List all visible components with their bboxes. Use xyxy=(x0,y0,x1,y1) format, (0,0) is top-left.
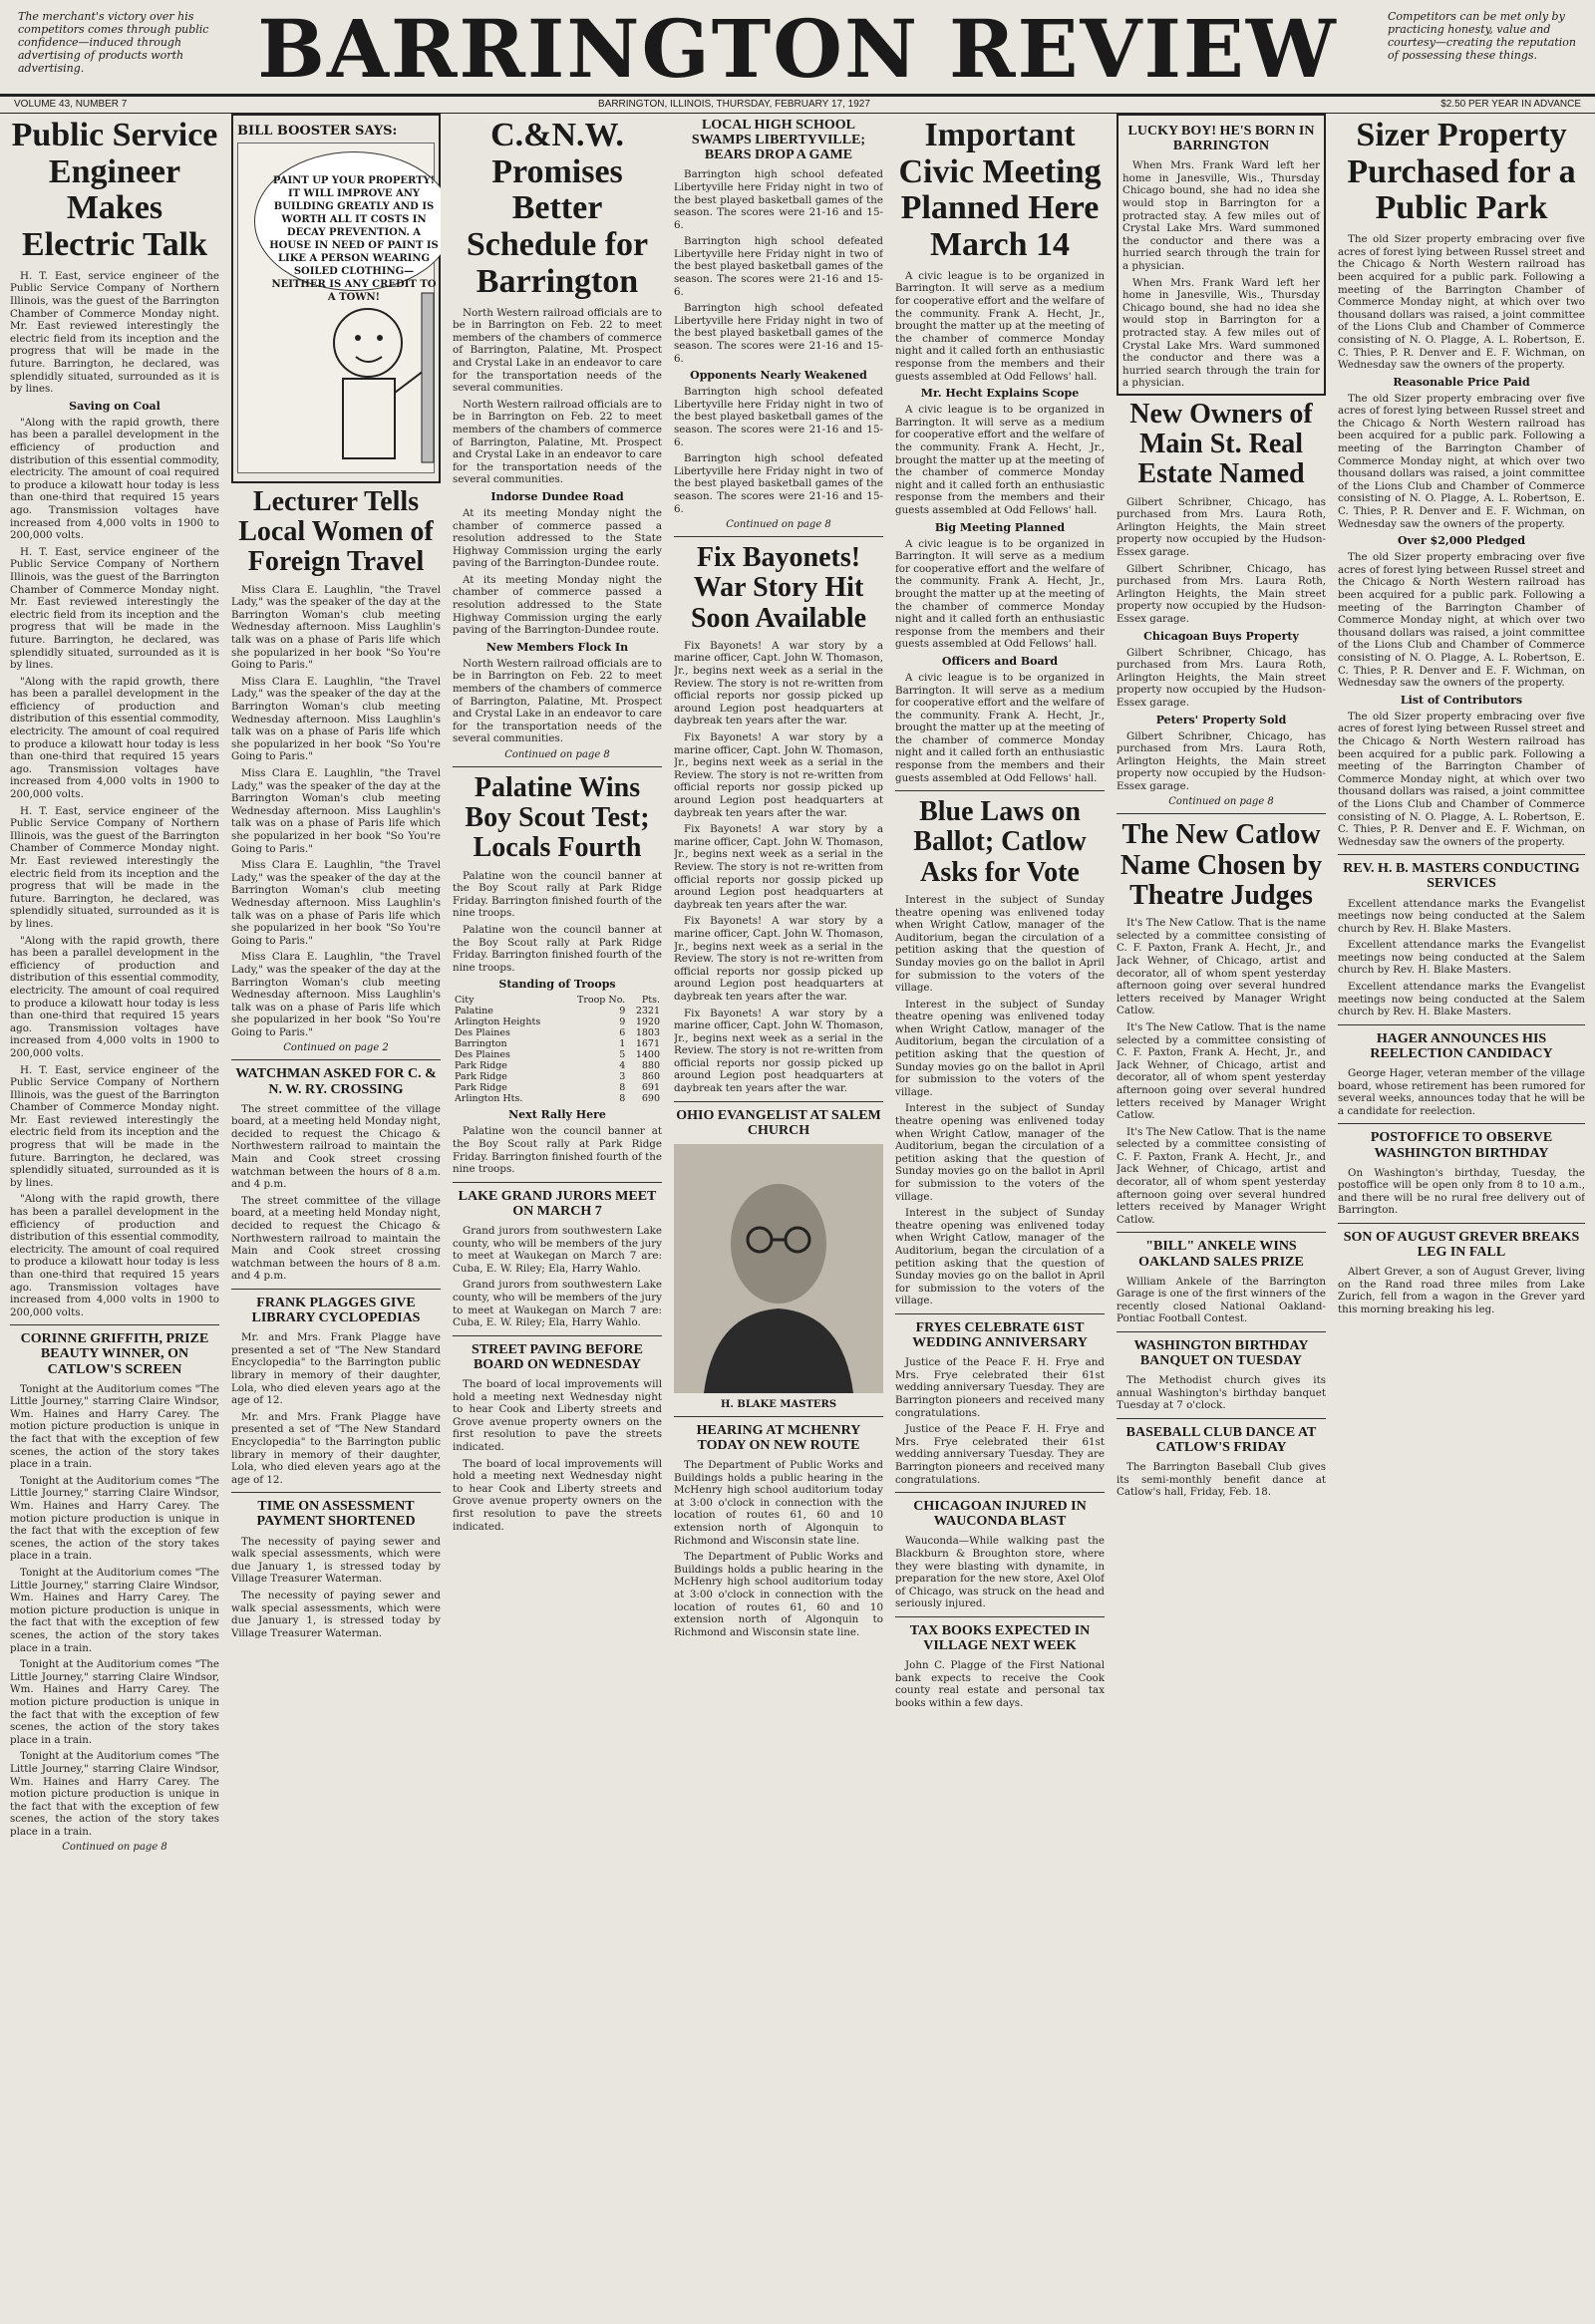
article-body: When Mrs. Frank Ward left her home in Janesville, Wis., Thursday Chicago bound, she had no idea she would stop in Barrington for a protracted stay. A few miles out of Crystal Lake Mrs. Ward summoned the conductor and there was a hurried search through the train for a physician. xyxy=(1122,159,1320,272)
article-body: Gilbert Schribner, Chicago, has purchased from Mrs. Laura Roth, Arlington Heights, the Main street property now occupied by the Hudson-Essex garage. xyxy=(1116,729,1326,792)
subhead: Opponents Nearly Weakened xyxy=(690,369,867,383)
article-body: The street committee of the village board, at a meeting held Monday night, decided to request the Chicago & Northwestern railroad to maintain the Main and Cook street crossing watchman between the hours of 8 a.m. and 4 p.m. xyxy=(231,1194,441,1283)
article-body: The board of local improvements will hold a meeting next Wednesday night to hear Cook and Liberty streets and Grove avenue property owners on the first resolution to pave the streets indicated. xyxy=(453,1378,662,1453)
table-header: City xyxy=(455,995,475,1007)
headline-cnw: C.&N.W. Promises Better Schedule for Barrington xyxy=(466,117,649,300)
subscription-price: $2.50 PER YEAR IN ADVANCE xyxy=(1440,99,1581,110)
dateline-bar xyxy=(0,94,1595,114)
article-body: The Department of Public Works and Buildings holds a public hearing in the McHenry high school auditorium today at 3:00 o'clock in connection with the location of routes 61, 60 and 10 extension north of Algonquin to Richmond and Wisconsin state line. xyxy=(674,1551,883,1638)
article-body: Justice of the Peace F. H. Frye and Mrs. Frye celebrated their 61st wedding anniversary Tuesday. They are Barrington pioneers and received many congratulations. xyxy=(895,1423,1105,1486)
bill-booster-box xyxy=(231,114,441,483)
table-cell: 6 xyxy=(619,1027,626,1039)
headline-birthday-banquet: WASHINGTON BIRTHDAY BANQUET ON TUESDAY xyxy=(1133,1338,1309,1369)
subhead: Indorse Dundee Road xyxy=(490,489,624,503)
headline-assessment: TIME ON ASSESSMENT PAYMENT SHORTENED xyxy=(256,1499,416,1530)
article-body: Gilbert Schribner, Chicago, has purchased from Mrs. Laura Roth, Arlington Heights, the Main street property now occupied by the Hudson-Essex garage. xyxy=(1116,495,1326,558)
article-body: Justice of the Peace F. H. Frye and Mrs. Frye celebrated their 61st wedding anniversary Tuesday. They are Barrington pioneers and received many congratulations. xyxy=(895,1356,1105,1419)
table-cell: 1803 xyxy=(635,1027,660,1039)
article-body: Fix Bayonets! A war story by a marine officer, Capt. John W. Thomason, Jr., begins next week as a serial in the Review. The story is not re-written from official reports nor gossip picked up around Legion post headquarters at daybreak ten years after the war. xyxy=(674,639,883,727)
table-cell: 860 xyxy=(641,1071,660,1083)
photo-caption: H. BLAKE MASTERS xyxy=(720,1398,837,1410)
standings-table xyxy=(453,995,662,1104)
continued-note: Continued on page 2 xyxy=(283,1042,389,1054)
article-body: On Washington's birthday, Tuesday, the postoffice will be open only from 8 to 10 a.m., and there will be no rural free delivery out of Barrington. xyxy=(1338,1166,1585,1217)
table-cell: 1671 xyxy=(635,1038,660,1050)
article-body: Tonight at the Auditorium comes "The Little Journey," starring Claire Windsor, Wm. Haines and Harry Carey. The motion picture production is unique in the fact that with the exception of few scenes, the action of the story takes place in a train. xyxy=(10,1474,219,1563)
headline-fix-bayonets: Fix Bayonets! War Story Hit Soon Available xyxy=(690,542,867,634)
article-body: Grand jurors from southwestern Lake county, who will be members of the jury to meet at Waukegan on March 7 are: Cuba, E. W. Riley; Ela, Harry Wahlo. xyxy=(453,1225,662,1275)
article-body: Fix Bayonets! A war story by a marine officer, Capt. John W. Thomason, Jr., begins next week as a serial in the Review. The story is not re-written from official reports nor gossip picked up around Legion post headquarters at daybreak ten years after the war. xyxy=(674,915,883,1003)
table-cell: 8 xyxy=(619,1082,626,1094)
article-body: Fix Bayonets! A war story by a marine officer, Capt. John W. Thomason, Jr., begins next week as a serial in the Review. The story is not re-written from official reports nor gossip picked up around Legion post headquarters at daybreak ten years after the war. xyxy=(674,731,883,819)
headline-blue-laws: Blue Laws on Ballot; Catlow Asks for Vote xyxy=(913,796,1087,888)
headline-public-service: Public Service Engineer Makes Electric Talk xyxy=(11,117,218,264)
table-cell: 9 xyxy=(619,1017,626,1028)
continued-note: Continued on page 8 xyxy=(62,1842,167,1854)
headline-hager: HAGER ANNOUNCES HIS REELECTION CANDIDACY xyxy=(1370,1030,1553,1061)
article-body: The old Sizer property embracing over five acres of forest lying between Russel street and the Chicago & North Western railroad has been acquired for a public park. Following a meeting of the Barrington Chamber of Commerce Monday night, at which over two thousand dollars was raised, a joint committee of the Lions Club and Chamber of Commerce consisting of N. O. Plagge, A. L. Robertson, E. C. Thies, P. R. Denver and E. F. Wichman, on Wednesday saw the owners of the property. xyxy=(1338,392,1585,530)
article-body: A civic league is to be organized in Barrington. It will serve as a medium for cooperative effort and the welfare of the community. Frank A. Hecht, Jr., brought the matter up at the meeting of the chamber of commerce Monday night and it called forth an enthusiastic response from the members and their guests assembled at Odd Fellows' hall. xyxy=(895,537,1105,651)
table-row xyxy=(453,1082,662,1093)
table-cell: 880 xyxy=(641,1060,660,1072)
headline-ohio-evangelist: OHIO EVANGELIST AT SALEM CHURCH xyxy=(676,1107,881,1138)
headline-baseball-dance: BASEBALL CLUB DANCE AT CATLOW'S FRIDAY xyxy=(1125,1425,1317,1456)
article-body: Tonight at the Auditorium comes "The Little Journey," starring Claire Windsor, Wm. Haines and Harry Carey. The motion picture production is unique in the fact that with the exception of few scenes, the action of the story takes place in a train. xyxy=(10,1567,219,1654)
article-body: Interest in the subject of Sunday theatre opening was enlivened today when Wright Catlow, manager of the Auditorium, began the circulation of a petition asking that the question of Sunday movies go on the ballot in April for submission to the voters of the village. xyxy=(895,1102,1105,1203)
headline-civic-meeting: Important Civic Meeting Planned Here March 14 xyxy=(898,117,1102,264)
subhead: Big Meeting Planned xyxy=(934,520,1066,534)
bill-booster-cartoon xyxy=(237,143,439,473)
article-body: North Western railroad officials are to be in Barrington on Feb. 22 to meet members of the chambers of commerce of Barrington, Palatine, Mt. Prospect and Crystal Lake in an endeavor to care for the transportation needs of the several communities. xyxy=(453,306,662,395)
table-cell: Des Plaines xyxy=(455,1027,510,1039)
subhead: Peters' Property Sold xyxy=(1155,713,1287,726)
table-cell: 691 xyxy=(641,1082,660,1094)
subhead: Officers and Board xyxy=(941,654,1059,668)
article-body: Gilbert Schribner, Chicago, has purchased from Mrs. Laura Roth, Arlington Heights, the Main street property now occupied by the Hudson-Essex garage. xyxy=(1116,562,1326,625)
table-cell: Barrington xyxy=(455,1038,507,1050)
table-cell: 1 xyxy=(619,1038,626,1050)
headline-grand-jurors: LAKE GRAND JURORS MEET ON MARCH 7 xyxy=(458,1188,657,1219)
volume-number: VOLUME 43, NUMBER 7 xyxy=(14,99,128,110)
column-5 xyxy=(895,114,1105,2318)
headline-corinne-griffith: CORINNE GRIFFITH, PRIZE BEAUTY WINNER, ON CATLOW'S SCREEN xyxy=(20,1331,209,1377)
table-cell: 3 xyxy=(619,1071,626,1083)
article-body: Miss Clara E. Laughlin, "the Travel Lady," was the speaker of the day at the Barrington Woman's club meeting Wednesday afternoon. Miss Laughlin's talk was on a phase of Paris life which she popularized in her book "So You're Going to Paris." xyxy=(231,951,441,1038)
speech-bubble: PAINT UP YOUR PROPERTY! IT WILL IMPROVE ANY BUILDING GREATLY AND IS WORTH ALL IT COSTS IN DECAY PREVENTION. A HOUSE IN NEED OF PAINT IS LIKE A PERSON WEARING SOILED CLOTHING—NEITHER IS ANY CREDIT TO A TOWN! xyxy=(254,151,441,291)
article-body: A civic league is to be organized in Barrington. It will serve as a medium for cooperative effort and the welfare of the community. Frank A. Hecht, Jr., brought the matter up at the meeting of the chamber of commerce Monday night and it called forth an enthusiastic response from the members and their guests assembled at Odd Fellows' hall. xyxy=(895,269,1105,383)
table-cell: 1400 xyxy=(635,1049,660,1061)
headline-new-catlow: The New Catlow Name Chosen by Theatre Judges xyxy=(1119,819,1323,911)
article-body: A civic league is to be organized in Barrington. It will serve as a medium for cooperative effort and the welfare of the community. Frank A. Hecht, Jr., brought the matter up at the meeting of the chamber of commerce Monday night and it called forth an enthusiastic response from the members and their guests assembled at Odd Fellows' hall. xyxy=(895,404,1105,516)
article-body: H. T. East, service engineer of the Public Service Company of Northern Illinois, was the guest of the Barrington Chamber of Commerce Monday night. Mr. East reviewed interestingly the electric field from its inception and the progress that will be made in the future. Barrington, he declared, was splendidly situated, surrounded as it is by lines. xyxy=(10,1063,219,1189)
article-body: Palatine won the council banner at the Boy Scout rally at Park Ridge Friday. Barrington finished fourth of the nine troops. xyxy=(453,869,662,920)
article-body: Tonight at the Auditorium comes "The Little Journey," starring Claire Windsor, Wm. Haines and Harry Carey. The motion picture production is unique in the fact that with the exception of few scenes, the action of the story takes place in a train. xyxy=(10,1750,219,1838)
article-body: Palatine won the council banner at the Boy Scout rally at Park Ridge Friday. Barrington finished fourth of the nine troops. xyxy=(453,924,662,974)
headline-new-owners: New Owners of Main St. Real Estate Named xyxy=(1129,398,1313,490)
table-row xyxy=(453,1006,662,1017)
headline-grever: SON OF AUGUST GREVER BREAKS LEG IN FALL xyxy=(1343,1230,1580,1261)
article-body: When Mrs. Frank Ward left her home in Janesville, Wis., Thursday Chicago bound, she had no idea she would stop in Barrington for a protracted stay. A few miles out of Crystal Lake Mrs. Ward summoned the conductor and there was a hurried search through the train for a physician. xyxy=(1122,276,1320,390)
article-body: Barrington high school defeated Libertyville here Friday night in two of the best played basketball games of the season. The scores were 21-16 and 15-6. xyxy=(674,235,883,298)
table-row xyxy=(453,1060,662,1071)
subhead: New Members Flock In xyxy=(485,640,629,654)
headline-watchman: WATCHMAN ASKED FOR C. & N. W. RY. CROSSING xyxy=(235,1066,437,1097)
article-body: "Along with the rapid growth, there has been a parallel development in the efficiency of production and distribution of this essential commodity, electricity. The amount of coal required to produce a kilowatt hour today is less than one-third that required 15 years ago. Transmission voltages have increased from 4,000 volts in 1900 to 200,000 volts. xyxy=(10,675,219,801)
article-body: Barrington high school defeated Libertyville here Friday night in two of the best played basketball games of the season. The scores were 21-16 and 15-6. xyxy=(674,302,883,365)
column-2 xyxy=(231,114,441,2318)
article-body: Palatine won the council banner at the Boy Scout rally at Park Ridge Friday. Barrington finished fourth of the nine troops. xyxy=(453,1125,662,1176)
article-body: The necessity of paying sewer and walk special assessments, which were due January 1, is stressed today by Village Treasurer Waterman. xyxy=(231,1535,441,1586)
subhead: Saving on Coal xyxy=(69,399,160,413)
column-6 xyxy=(1116,114,1326,2318)
article-body: Interest in the subject of Sunday theatre opening was enlivened today when Wright Catlow, manager of the Auditorium, began the circulation of a petition asking that the question of Sunday movies go on the ballot in April for submission to the voters of the village. xyxy=(895,1207,1105,1307)
article-body: It's The New Catlow. That is the name selected by a committee consisting of C. F. Paxton, Frank A. Hecht, Jr., and Jack Wehner, of Chicago, artist and decorator, all of whom spent yesterday afternoon going over several hundred letters received by Manager Wright Catlow. xyxy=(1116,917,1326,1017)
table-cell: Des Plaines xyxy=(455,1049,510,1061)
standings-title: Standing of Troops xyxy=(498,978,616,992)
article-body: Barrington high school defeated Libertyville here Friday night in two of the best played basketball games of the season. The scores were 21-16 and 15-6. xyxy=(674,452,883,515)
table-cell: Park Ridge xyxy=(455,1060,507,1072)
table-row xyxy=(453,1038,662,1049)
table-cell: 9 xyxy=(619,1006,626,1017)
article-body: Gilbert Schribner, Chicago, has purchased from Mrs. Laura Roth, Arlington Heights, the Main street property now occupied by the Hudson-Essex garage. xyxy=(1116,646,1326,709)
table-cell: Park Ridge xyxy=(455,1071,507,1083)
table-row xyxy=(453,1017,662,1027)
article-body: North Western railroad officials are to be in Barrington on Feb. 22 to meet members of the chambers of commerce of Barrington, Palatine, Mt. Prospect and Crystal Lake in an endeavor to care for the transportation needs of the several communities. xyxy=(453,657,662,745)
article-body: The Barrington Baseball Club gives its semi-monthly benefit dance at Catlow's hall, Friday, Feb. 18. xyxy=(1116,1461,1326,1499)
headline-tax-books: TAX BOOKS EXPECTED IN VILLAGE NEXT WEEK xyxy=(909,1622,1091,1653)
article-body: The old Sizer property embracing over five acres of forest lying between Russel street and the Chicago & North Western railroad has been acquired for a public park. Following a meeting of the Barrington Chamber of Commerce Monday night, at which over two thousand dollars was raised, a joint committee of the Lions Club and Chamber of Commerce consisting of N. O. Plagge, A. L. Robertson, E. C. Thies, P. R. Denver and E. F. Wichman, on Wednesday saw the owners of the property. xyxy=(1338,233,1585,372)
column-4 xyxy=(674,114,883,2318)
subhead: Mr. Hecht Explains Scope xyxy=(920,387,1080,401)
table-cell: Palatine xyxy=(455,1006,493,1017)
article-body: At its meeting Monday night the chamber of commerce passed a resolution addressed to the State Highway Commission urging the early paving of the Barrington-Dundee route. xyxy=(453,573,662,637)
table-row xyxy=(453,1049,662,1060)
subhead: Next Rally Here xyxy=(508,1108,606,1122)
table-row xyxy=(453,1027,662,1038)
article-body: The old Sizer property embracing over five acres of forest lying between Russel street and the Chicago & North Western railroad has been acquired for a public park. Following a meeting of the Barrington Chamber of Commerce Monday night, at which over two thousand dollars was raised, a joint committee of the Lions Club and Chamber of Commerce consisting of N. O. Plagge, A. L. Robertson, E. C. Thies, P. R. Denver and E. F. Wichman, on Wednesday saw the owners of the property. xyxy=(1338,710,1585,848)
article-body: The old Sizer property embracing over five acres of forest lying between Russel street and the Chicago & North Western railroad has been acquired for a public park. Following a meeting of the Barrington Chamber of Commerce Monday night, at which over two thousand dollars was raised, a joint committee of the Lions Club and Chamber of Commerce consisting of N. O. Plagge, A. L. Robertson, E. C. Thies, P. R. Denver and E. F. Wichman, on Wednesday saw the owners of the property. xyxy=(1338,551,1585,690)
article-body: Miss Clara E. Laughlin, "the Travel Lady," was the speaker of the day at the Barrington Woman's club meeting Wednesday afternoon. Miss Laughlin's talk was on a phase of Paris life which she popularized in her book "So You're Going to Paris." xyxy=(231,675,441,763)
table-header: Troop No. xyxy=(576,995,626,1007)
masthead xyxy=(0,0,1595,96)
article-body: Mr. and Mrs. Frank Plagge have presented a set of "The New Standard Encyclopedia" to the Barrington public library in memory of their daughter, Lola, who died eleven years ago at the age of 12. xyxy=(231,1331,441,1407)
continued-note: Continued on page 8 xyxy=(504,749,610,760)
article-body: William Ankele of the Barrington Garage is one of the first winners of the recently closed National Oakland-Pontiac Football Contest. xyxy=(1116,1275,1326,1325)
article-body: The Methodist church gives its annual Washington's birthday banquet Tuesday at 7 o'clock. xyxy=(1116,1374,1326,1412)
headline-high-school: LOCAL HIGH SCHOOL SWAMPS LIBERTYVILLE; BEARS DROP A GAME xyxy=(691,118,866,163)
article-body: The Department of Public Works and Buildings holds a public hearing in the McHenry high school auditorium today at 3:00 o'clock in connection with the location of routes 61, 60 and 10 extension north of Algonquin to Richmond and Wisconsin state line. xyxy=(674,1459,883,1547)
article-body: Wauconda—While walking past the Blackburn & Broughton store, where they were blasting with dynamite, in preparation for the new store, Axel Olof of Chicago, was struck on the head and seriously injured. xyxy=(895,1535,1105,1610)
headline-mchenry-hearing: HEARING AT MCHENRY TODAY ON NEW ROUTE xyxy=(696,1422,861,1453)
table-cell: 2321 xyxy=(635,1006,660,1017)
newspaper-title: BARRINGTON REVIEW xyxy=(257,2,1338,96)
column-7 xyxy=(1338,114,1585,2318)
article-body: Tonight at the Auditorium comes "The Little Journey," starring Claire Windsor, Wm. Haines and Harry Carey. The motion picture production is unique in the fact that with the exception of few scenes, the action of the story takes place in a train. xyxy=(10,1658,219,1746)
column-3 xyxy=(453,114,662,2318)
article-body: "Along with the rapid growth, there has been a parallel development in the efficiency of production and distribution of this essential commodity, electricity. The amount of coal required to produce a kilowatt hour today is less than one-third that required 15 years ago. Transmission voltages have increased from 4,000 volts in 1900 to 200,000 volts. xyxy=(10,934,219,1059)
article-body: A civic league is to be organized in Barrington. It will serve as a medium for cooperative effort and the welfare of the community. Frank A. Hecht, Jr., brought the matter up at the meeting of the chamber of commerce Monday night and it called forth an enthusiastic response from the members and their guests assembled at Odd Fellows' hall. xyxy=(895,671,1105,784)
headline-rev-masters: REV. H. B. MASTERS CONDUCTING SERVICES xyxy=(1343,861,1580,892)
cartoon-figure-icon xyxy=(238,144,438,472)
article-body: Interest in the subject of Sunday theatre opening was enlivened today when Wright Catlow, manager of the Auditorium, began the circulation of a petition asking that the question of Sunday movies go on the ballot in April for submission to the voters of the village. xyxy=(895,998,1105,1098)
continued-note: Continued on page 8 xyxy=(726,519,831,531)
article-body: Miss Clara E. Laughlin, "the Travel Lady," was the speaker of the day at the Barrington Woman's club meeting Wednesday afternoon. Miss Laughlin's talk was on a phase of Paris life which she popularized in her book "So You're Going to Paris." xyxy=(231,767,441,855)
article-body: John C. Plagge of the First National bank expects to receive the Cook county real estate and personal tax books within a few days. xyxy=(895,1659,1105,1709)
table-cell: Arlington Heights xyxy=(455,1017,541,1028)
article-body: Barrington high school defeated Libertyville here Friday night in two of the best played basketball games of the season. The scores were 21-16 and 15-6. xyxy=(674,386,883,448)
column-1 xyxy=(10,114,219,2318)
portrait-icon xyxy=(674,1144,883,1393)
article-body: The board of local improvements will hold a meeting next Wednesday night to hear Cook and Liberty streets and Grove avenue property owners on the first resolution to pave the streets indicated. xyxy=(453,1457,662,1533)
table-cell: Park Ridge xyxy=(455,1082,507,1094)
headline-ankele-prize: "BILL" ANKELE WINS OAKLAND SALES PRIZE xyxy=(1138,1239,1304,1270)
article-body: Grand jurors from southwestern Lake county, who will be members of the jury to meet at Waukegan on March 7 are: Cuba, E. W. Riley; Ela, Harry Wahlo. xyxy=(453,1279,662,1329)
headline-fryes-anniversary: FRYES CELEBRATE 61ST WEDDING ANNIVERSARY xyxy=(912,1319,1088,1351)
article-body: Interest in the subject of Sunday theatre opening was enlivened today when Wright Catlow, manager of the Auditorium, began the circulation of a petition asking that the question of Sunday movies go on the ballot in April for submission to the voters of the village. xyxy=(895,893,1105,995)
headline-lucky-boy: LUCKY BOY! HE'S BORN IN BARRINGTON xyxy=(1127,124,1315,154)
article-body: Excellent attendance marks the Evangelist meetings now being conducted at the Salem church by Rev. H. Blake Masters. xyxy=(1338,981,1585,1018)
lucky-boy-box xyxy=(1116,114,1326,396)
dateline: BARRINGTON, ILLINOIS, THURSDAY, FEBRUARY 17, 1927 xyxy=(598,99,870,110)
subhead: Over $2,000 Pledged xyxy=(1397,534,1526,548)
bill-booster-title: BILL BOOSTER SAYS: xyxy=(237,124,398,139)
article-body: Mr. and Mrs. Frank Plagge have presented a set of "The New Standard Encyclopedia" to the Barrington public library in memory of their daughter, Lola, who died eleven years ago at the age of 12. xyxy=(231,1410,441,1486)
article-body: Tonight at the Auditorium comes "The Little Journey," starring Claire Windsor, Wm. Haines and Harry Carey. The motion picture production is unique in the fact that with the exception of few scenes, the action of the story takes place in a train. xyxy=(10,1382,219,1471)
article-body: "Along with the rapid growth, there has been a parallel development in the efficiency of production and distribution of this essential commodity, electricity. The amount of coal required to produce a kilowatt hour today is less than one-third that required 15 years ago. Transmission voltages have increased from 4,000 volts in 1900 to 200,000 volts. xyxy=(10,1193,219,1318)
article-body: Barrington high school defeated Libertyville here Friday night in two of the best played basketball games of the season. The scores were 21-16 and 15-6. xyxy=(674,168,883,231)
article-body: The street committee of the village board, at a meeting held Monday night, decided to request the Chicago & Northwestern railroad to maintain the Main and Cook street crossing watchman between the hours of 8 a.m. and 4 p.m. xyxy=(231,1102,441,1191)
headline-sizer-property: Sizer Property Purchased for a Public Park xyxy=(1347,117,1576,227)
headline-wauconda-blast: CHICAGOAN INJURED IN WAUCONDA BLAST xyxy=(913,1499,1087,1530)
article-body: Fix Bayonets! A war story by a marine officer, Capt. John W. Thomason, Jr., begins next week as a serial in the Review. The story is not re-written from official reports nor gossip picked up around Legion post headquarters at daybreak ten years after the war. xyxy=(674,1007,883,1095)
article-body: Excellent attendance marks the Evangelist meetings now being conducted at the Salem church by Rev. H. Blake Masters. xyxy=(1338,897,1585,935)
table-cell: 690 xyxy=(641,1093,660,1105)
article-body: Excellent attendance marks the Evangelist meetings now being conducted at the Salem church by Rev. H. Blake Masters. xyxy=(1338,939,1585,977)
left-ear: The merchant's victory over his competitors comes through public confidence—induced through advertising of products worth advertising. xyxy=(18,10,209,75)
article-body: The necessity of paying sewer and walk special assessments, which were due January 1, is stressed today by Village Treasurer Waterman. xyxy=(231,1589,441,1639)
subhead: List of Contributors xyxy=(1400,693,1523,707)
table-header-row xyxy=(453,995,662,1006)
article-body: H. T. East, service engineer of the Public Service Company of Northern Illinois, was the guest of the Barrington Chamber of Commerce Monday night. Mr. East reviewed interestingly the electric field from its inception and the progress that will be made in the future. Barrington, he declared, was splendidly situated, surrounded as it is by lines. xyxy=(10,804,219,930)
article-body: It's The New Catlow. That is the name selected by a committee consisting of C. F. Paxton, Frank A. Hecht, Jr., and Jack Wehner, of Chicago, artist and decorator, all of whom spent yesterday afternoon going over several hundred letters received by Manager Wright Catlow. xyxy=(1116,1125,1326,1226)
article-body: Albert Grever, a son of August Grever, living on the Rand road three miles from Lake Zurich, fell from a wagon in the Grever yard this morning breaking his leg. xyxy=(1338,1266,1585,1316)
article-body: Miss Clara E. Laughlin, "the Travel Lady," was the speaker of the day at the Barrington Woman's club meeting Wednesday afternoon. Miss Laughlin's talk was on a phase of Paris life which she popularized in her book "So You're Going to Paris." xyxy=(231,583,441,672)
headline-postoffice: POSTOFFICE TO OBSERVE WASHINGTON BIRTHDAY xyxy=(1370,1130,1553,1161)
table-cell: 1920 xyxy=(635,1017,660,1028)
headline-palatine-scouts: Palatine Wins Boy Scout Test; Locals Fourth xyxy=(465,772,650,864)
table-row xyxy=(453,1071,662,1082)
headline-lecturer: Lecturer Tells Local Women of Foreign Travel xyxy=(238,486,434,578)
article-body: It's The New Catlow. That is the name selected by a committee consisting of C. F. Paxton, Frank A. Hecht, Jr., and Jack Wehner, of Chicago, artist and decorator, all of whom spent yesterday afternoon going over several hundred letters received by Manager Wright Catlow. xyxy=(1116,1020,1326,1122)
article-body: Miss Clara E. Laughlin, "the Travel Lady," was the speaker of the day at the Barrington Woman's club meeting Wednesday afternoon. Miss Laughlin's talk was on a phase of Paris life which she popularized in her book "So You're Going to Paris." xyxy=(231,859,441,947)
article-body: Fix Bayonets! A war story by a marine officer, Capt. John W. Thomason, Jr., begins next week as a serial in the Review. The story is not re-written from official reports nor gossip picked up around Legion post headquarters at daybreak ten years after the war. xyxy=(674,823,883,911)
portrait-photo xyxy=(674,1144,883,1393)
table-cell: 5 xyxy=(619,1049,626,1061)
subhead: Chicagoan Buys Property xyxy=(1143,629,1299,643)
headline-plagge-library: FRANK PLAGGES GIVE LIBRARY CYCLOPEDIAS xyxy=(251,1296,421,1326)
right-ear: Competitors can be met only by practicing honesty, value and courtesy—creating the reputation of possessing these things. xyxy=(1388,10,1576,62)
article-body: At its meeting Monday night the chamber of commerce passed a resolution addressed to the State Highway Commission urging the early paving of the Barrington-Dundee route. xyxy=(453,506,662,570)
subhead: Reasonable Price Paid xyxy=(1393,375,1530,389)
continued-note: Continued on page 8 xyxy=(1168,796,1274,808)
headline-street-paving: STREET PAVING BEFORE BOARD ON WEDNESDAY xyxy=(472,1341,643,1372)
table-cell: 4 xyxy=(619,1060,626,1072)
article-body: George Hager, veteran member of the village board, whose retirement has been rumored for several weeks, announces today that he will be a candidate for reelection. xyxy=(1338,1067,1585,1117)
article-body: North Western railroad officials are to be in Barrington on Feb. 22 to meet members of the chambers of commerce of Barrington, Palatine, Mt. Prospect and Crystal Lake in an endeavor to care for the transportation needs of the several communities. xyxy=(453,398,662,486)
table-row xyxy=(453,1093,662,1104)
article-body: "Along with the rapid growth, there has been a parallel development in the efficiency of production and distribution of this essential commodity, electricity. The amount of coal required to produce a kilowatt hour today is less than one-third that required 15 years ago. Transmission voltages have increased from 4,000 volts in 1900 to 200,000 volts. xyxy=(10,416,219,542)
table-cell: 8 xyxy=(619,1093,626,1105)
table-cell: Arlington Hts. xyxy=(455,1093,523,1105)
table-header: Pts. xyxy=(641,995,660,1007)
article-body: H. T. East, service engineer of the Public Service Company of Northern Illinois, was the guest of the Barrington Chamber of Commerce Monday night. Mr. East reviewed interestingly the electric field from its inception and the progress that will be made in the future. Barrington, he declared, was splendidly situated, surrounded as it is by lines. xyxy=(10,545,219,672)
article-body: H. T. East, service engineer of the Public Service Company of Northern Illinois, was the guest of the Barrington Chamber of Commerce Monday night. Mr. East reviewed interestingly the electric field from its inception and the progress that will be made in the future. Barrington, he declared, was splendidly situated, surrounded as it is by lines. xyxy=(10,269,219,396)
